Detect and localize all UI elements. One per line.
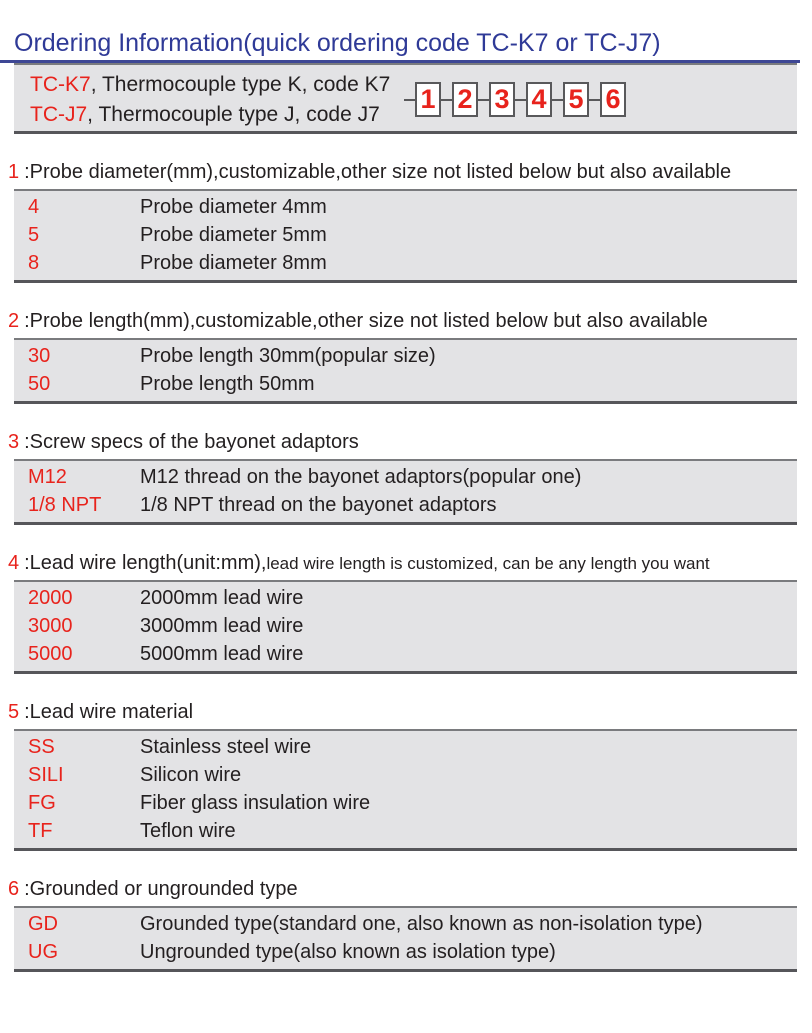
sequence-position-box-2: 2 [452, 82, 478, 117]
option-row [14, 789, 797, 817]
options-panel [14, 906, 797, 972]
sequence-connector [441, 99, 452, 101]
option-row [14, 938, 797, 966]
sequence-position-box-5: 5 [563, 82, 589, 117]
option-description: 5000mm lead wire [140, 643, 304, 665]
section-heading-text: :Grounded or ungrounded type [24, 878, 298, 900]
section-lead-wire-material [0, 700, 812, 851]
section-grounded-type [0, 877, 812, 972]
options-panel [14, 189, 797, 283]
option-row [14, 761, 797, 789]
option-description: Probe diameter 4mm [140, 196, 327, 218]
section-number: 5 [8, 701, 20, 723]
section-heading [8, 309, 812, 334]
option-row [14, 910, 797, 938]
section-heading [8, 551, 812, 576]
option-code: 2000 [28, 587, 73, 609]
option-code: TF [28, 820, 53, 842]
option-row [14, 584, 797, 612]
options-panel [14, 338, 797, 404]
option-row [14, 491, 797, 519]
model-code: TC-K7 [30, 73, 91, 96]
option-description: Fiber glass insulation wire [140, 792, 371, 814]
section-heading-text: :Probe length(mm),customizable,other size not listed below but also available [24, 310, 708, 332]
option-code: SILI [28, 764, 64, 786]
option-row [14, 370, 797, 398]
option-description: Probe diameter 8mm [140, 252, 327, 274]
sequence-connector [478, 99, 489, 101]
section-heading-text: :Screw specs of the bayonet adaptors [24, 431, 359, 453]
option-code: UG [28, 941, 58, 963]
sequence-connector [404, 99, 415, 101]
model-code: TC-J7 [30, 103, 88, 126]
option-description: 3000mm lead wire [140, 615, 304, 637]
option-description: Teflon wire [140, 820, 236, 842]
option-description: Stainless steel wire [140, 736, 312, 758]
option-row [14, 463, 797, 491]
option-code: 3000 [28, 615, 73, 637]
option-description: 2000mm lead wire [140, 587, 304, 609]
option-row [14, 221, 797, 249]
option-description: 1/8 NPT thread on the bayonet adaptors [140, 494, 497, 516]
model-header-panel [14, 63, 797, 134]
sequence-position-box-1: 1 [415, 82, 441, 117]
section-heading-text: :Lead wire length(unit:mm), [24, 552, 267, 574]
options-panel [14, 459, 797, 525]
section-heading [8, 160, 812, 185]
model-description: , Thermocouple type K, code K7 [90, 73, 391, 96]
sequence-connector [589, 99, 600, 101]
option-description: Ungrounded type(also known as isolation type) [140, 941, 556, 963]
option-code: 30 [28, 345, 51, 367]
section-number: 2 [8, 310, 20, 332]
section-heading [8, 700, 812, 725]
option-row [14, 342, 797, 370]
sequence-connector [552, 99, 563, 101]
option-description: M12 thread on the bayonet adaptors(popular one) [140, 466, 582, 488]
option-description: Silicon wire [140, 764, 242, 786]
section-number: 4 [8, 552, 20, 574]
model-description: , Thermocouple type J, code J7 [87, 103, 380, 126]
option-row [14, 249, 797, 277]
options-panel [14, 729, 797, 851]
option-code: GD [28, 913, 58, 935]
section-screw-specs [0, 430, 812, 525]
option-code: 8 [28, 252, 40, 274]
section-number: 1 [8, 161, 20, 183]
section-heading [8, 877, 812, 902]
option-row [14, 733, 797, 761]
option-code: SS [28, 736, 55, 758]
option-description: Probe length 50mm [140, 373, 315, 395]
option-description: Probe length 30mm(popular size) [140, 345, 436, 367]
options-panel [14, 580, 797, 674]
sequence-position-box-3: 3 [489, 82, 515, 117]
sequence-position-box-6: 6 [600, 82, 626, 117]
option-code: 4 [28, 196, 40, 218]
option-row [14, 817, 797, 845]
option-code: FG [28, 792, 56, 814]
sequence-position-box-4: 4 [526, 82, 552, 117]
section-heading [8, 430, 812, 455]
section-heading-text: :Probe diameter(mm),customizable,other size not listed below but also available [24, 161, 732, 183]
section-probe-diameter [0, 160, 812, 283]
section-heading-note: lead wire length is customized, can be any length you want [266, 554, 710, 573]
section-number: 6 [8, 878, 20, 900]
option-description: Grounded type(standard one, also known as non-isolation type) [140, 913, 703, 935]
page-title: Ordering Information(quick ordering code TC-K7 or TC-J7) [14, 29, 661, 57]
option-code: 5 [28, 224, 40, 246]
option-code: 50 [28, 373, 51, 395]
sequence-connector [515, 99, 526, 101]
section-probe-length [0, 309, 812, 404]
option-row [14, 640, 797, 668]
option-description: Probe diameter 5mm [140, 224, 327, 246]
option-code: 5000 [28, 643, 73, 665]
section-lead-wire-length [0, 551, 812, 674]
option-code: M12 [28, 466, 67, 488]
option-row [14, 612, 797, 640]
section-heading-text: :Lead wire material [24, 701, 194, 723]
option-row [14, 193, 797, 221]
section-number: 3 [8, 431, 20, 453]
ordering-code-sequence [404, 82, 626, 117]
option-code: 1/8 NPT [28, 494, 102, 516]
